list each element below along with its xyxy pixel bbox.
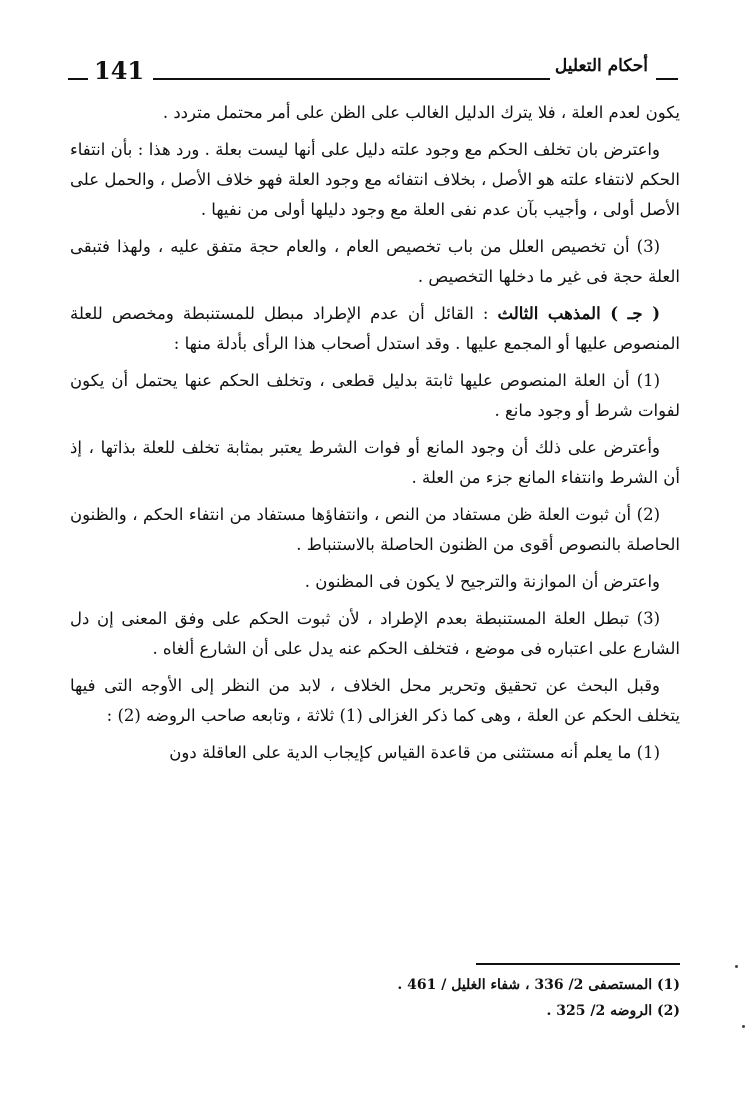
paragraph: (3) أن تخصيص العلل من باب تخصيص العام ، والعام حجة متفق عليه ، ولهذا فتبقى العلة حجة فى غير ما دخلها التخصيص . <box>70 237 680 286</box>
header-rule-left <box>68 78 88 80</box>
header-rule-middle <box>153 78 550 80</box>
paragraph: يكون لعدم العلة ، فلا يترك الدليل الغالب على الظن على أمر محتمل متردد . <box>162 103 680 122</box>
paragraph: وأعترض على ذلك أن وجود المانع أو فوات الشرط يعتبر بمثابة تخلف للعلة بذاتها ، إذ أن الشرط وانتفاء المانع جزء من العلة . <box>70 438 680 487</box>
running-header <box>68 56 678 92</box>
paragraph: واعترض بان تخلف الحكم مع وجود علته دليل على أنها ليست بعلة . ورد هذا : بأن انتفاء الحكم لانتفاء علته هو الأصل ، بخلاف انتفائه مع وجود العلة فهو خلاف الأصل ، والحمل على الأصل أولى ، وأجيب بآن عدم نفى العلة مع وجود دليلها أولى من نفيها . <box>70 140 680 219</box>
footnote: (1) المستصفى 2/ 336 ، شفاء الغليل / 461 . <box>397 977 680 993</box>
scan-speck <box>742 1025 745 1028</box>
paragraph-text: : القائل أن عدم الإطراد مبطل للمستنبطة ومخصص للعلة المنصوص عليها أو المجمع عليها . وقد استدل أصحاب هذا الرأى بأدلة منها : <box>70 304 680 353</box>
page-number: 141 <box>94 56 145 85</box>
paragraph: (2) أن ثبوت العلة ظن مستفاد من النص ، وانتفاؤها مستفاد من انتفاء الحكم ، والظنون الحاصلة بالنصوص أقوى من الظنون الحاصلة بالاستنباط . <box>70 505 680 554</box>
scan-speck <box>735 965 738 968</box>
footnote: (2) الروضه 2/ 325 . <box>546 1003 680 1019</box>
footnote-separator <box>476 963 680 965</box>
footnotes <box>70 972 680 1024</box>
main-text <box>70 98 680 775</box>
header-rule-right <box>656 78 678 80</box>
paragraph: (1) ما يعلم أنه مستثنى من قاعدة القياس كإيجاب الدية على العاقلة دون <box>169 743 660 762</box>
paragraph: (1) أن العلة المنصوص عليها ثابتة بدليل قطعى ، وتخلف الحكم عنها يحتمل أن يكون لفوات شرط أو وجود مانع . <box>70 371 680 420</box>
paragraph: واعترض أن الموازنة والترجيح لا يكون فى المظنون . <box>304 572 660 591</box>
paragraph: وقبل البحث عن تحقيق وتحرير محل الخلاف ، لابد من النظر إلى الأوجه التى فيها يتخلف الحكم عن العلة ، وهى كما ذكر الغزالى (1) ثلاثة ، وتابعه صاحب الروضه (2) : <box>70 676 680 725</box>
paragraph: (3) تبطل العلة المستنبطة بعدم الإطراد ، لأن ثبوت الحكم على وفق المعنى إن دل الشارع على اعتباره فى موضع ، فتخلف الحكم عنه يدل على أن الشارع ألغاه . <box>70 609 680 658</box>
section-heading: ( جـ ) المذهب الثالث <box>497 304 661 323</box>
paragraph-with-heading <box>70 299 680 359</box>
header-title: أحكام التعليل <box>554 56 648 76</box>
